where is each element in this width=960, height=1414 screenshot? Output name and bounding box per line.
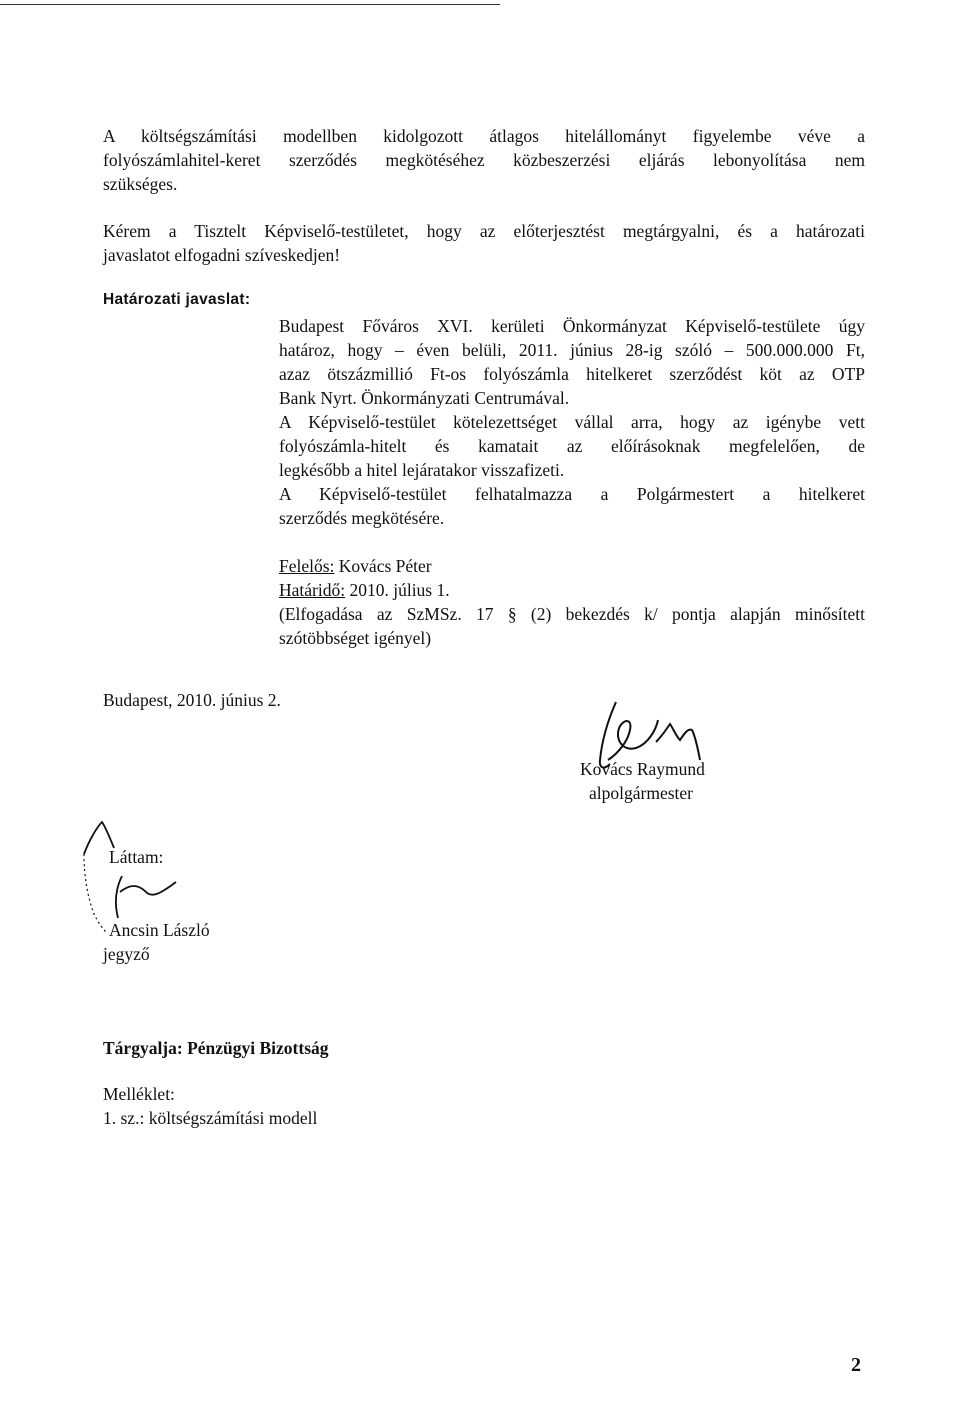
page-number: 2	[851, 1354, 861, 1376]
signer-title: alpolgármester	[589, 783, 693, 803]
intro-line-3: szükséges.	[103, 174, 178, 194]
deadline-label: Határidő:	[279, 580, 346, 600]
proposal-p2-line-3: legkésőbb a hitel lejáratakor visszafizeti.	[279, 460, 565, 480]
deadline-line	[279, 578, 450, 602]
proposal-p3-line-1: A Képviselő-testület felhatalmazza a Polgármestert a hitelkeret	[279, 484, 865, 504]
deadline-value: 2010. július 1.	[345, 580, 450, 600]
attachment-label: Melléklet:	[103, 1084, 175, 1104]
request-line-1: Kérem a Tisztelt Képviselő-testületet, hogy az előterjesztést megtárgyalni, és a határozati	[103, 221, 865, 241]
signer-name: Kovács Raymund	[580, 759, 705, 779]
responsible-line	[279, 554, 432, 578]
adoption-line-2: szótöbbséget igényel)	[279, 628, 432, 648]
responsible-value: Kovács Péter	[334, 556, 432, 576]
intro-line-1: A költségszámítási modellben kidolgozott átlagos hitelállományt figyelembe véve a	[103, 126, 865, 146]
responsible-label: Felelős:	[279, 556, 335, 576]
proposal-p1-line-3: azaz ötszázmillió Ft-os folyószámla hitelkeret szerződést köt az OTP	[279, 364, 865, 384]
agenda: Tárgyalja: Pénzügyi Bizottság	[103, 1038, 329, 1058]
seen-title: jegyző	[103, 944, 150, 964]
intro-line-2: folyószámlahitel-keret szerződés megkötéséhez közbeszerzési eljárás lebonyolítása nem	[103, 150, 865, 170]
proposal-p2-line-2: folyószámla-hitelt és kamatait az előírásoknak megfelelően, de	[279, 436, 865, 456]
adoption-line-1: (Elfogadása az SzMSz. 17 § (2) bekezdés k/ pontja alapján minősített	[279, 604, 865, 624]
attachment-item: 1. sz.: költségszámítási modell	[103, 1108, 318, 1128]
seen-name: Ancsin László	[109, 920, 210, 940]
proposal-p3-line-2: szerződés megkötésére.	[279, 508, 445, 528]
proposal-p1-line-4: Bank Nyrt. Önkormányzati Centrumával.	[279, 388, 570, 408]
proposal-p1-line-2: határoz, hogy – éven belüli, 2011. június 28-ig szóló – 500.000.000 Ft,	[279, 340, 865, 360]
proposal-heading: Határozati javaslat:	[103, 291, 251, 308]
seen-label: Láttam:	[109, 847, 164, 867]
proposal-p1-line-1: Budapest Főváros XVI. kerületi Önkormányzat Képviselő-testülete úgy	[279, 316, 865, 336]
proposal-p2-line-1: A Képviselő-testület kötelezettséget vállal arra, hogy az igénybe vett	[279, 412, 865, 432]
top-rule	[0, 4, 500, 5]
request-line-2: javaslatot elfogadni szíveskedjen!	[103, 245, 341, 265]
place-date: Budapest, 2010. június 2.	[103, 690, 281, 710]
